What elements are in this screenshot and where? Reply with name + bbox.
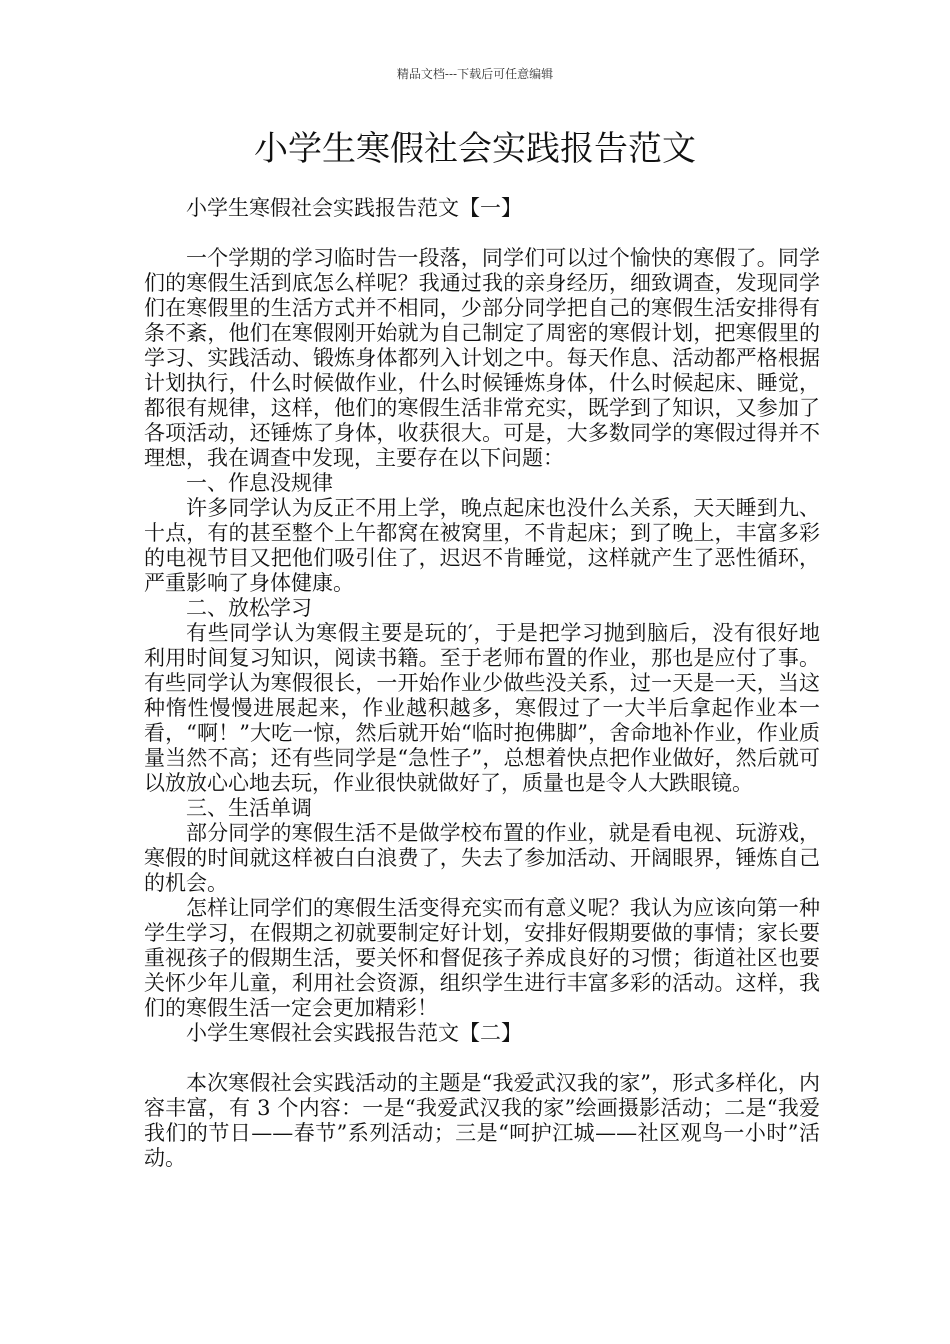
section1-paragraph: 许多同学认为反正不用上学，晚点起床也没什么关系，天天睡到九、十点，有的甚至整个上午都窝在被窝里，不肯起床；到了晚上，丰富多彩的电视节目又把他们吸引住了，迟迟不肯睡觉，这样就产生了恶性循环，严重影响了身体健康。: [144, 496, 820, 595]
document-body: [144, 196, 820, 1171]
header-note: 精品文档---下载后可任意编辑: [396, 67, 554, 81]
section3-title: 三、生活单调: [186, 796, 312, 820]
part1-heading: 小学生寒假社会实践报告范文【一】: [186, 196, 522, 220]
part1-intro-paragraph: 一个学期的学习临时告一段落，同学们可以过个愉快的寒假了。同学们的寒假生活到底怎么样呢？我通过我的亲身经历，细致调查，发现同学们在寒假里的生活方式并不相同，少部分同学把自己的寒假生活安排得有条不紊，他们在寒假刚开始就为自己制定了周密的寒假计划，把寒假里的学习、实践活动、锻炼身体都列入计划之中。每天作息、活动都严格根据计划执行，什么时候做作业，什么时候锤炼身体，什么时候起床、睡觉，都很有规律，这样，他们的寒假生活非常充实，既学到了知识，又参加了各项活动，还锤炼了身体，收获很大。可是，大多数同学的寒假过得并不理想，我在调查中发现，主要存在以下问题：: [144, 246, 820, 470]
document-title: 小学生寒假社会实践报告范文: [254, 129, 696, 169]
spacer: [144, 221, 820, 246]
section1-title: 一、作息没规律: [186, 471, 333, 495]
conclusion-paragraph: 怎样让同学们的寒假生活变得充实而有意义呢？我认为应该向第一种学生学习，在假期之初就要制定好计划，安排好假期要做的事情；家长要重视孩子的假期生活，要关怀和督促孩子养成良好的习惯；街道社区也要关怀少年儿童，利用社会资源，组织学生进行丰富多彩的活动。这样，我们的寒假生活一定会更加精彩！: [144, 896, 820, 1020]
part2-intro-paragraph: 本次寒假社会实践活动的主题是“我爱武汉我的家”，形式多样化，内容丰富，有 3 个内容：一是“我爱武汉我的家”绘画摄影活动；二是“我爱我们的节日——春节”系列活动；三是“呵护江城——社区观鸟一小时”活动。: [144, 1071, 820, 1170]
section2-paragraph: 有些同学认为寒假主要是玩的′，于是把学习抛到脑后，没有很好地利用时间复习知识，阅读书籍。至于老师布置的作业，那也是应付了事。有些同学认为寒假很长，一开始作业少做些没关系，过一天是一天，当这种惰性慢慢进展起来，作业越积越多，寒假过了一大半后拿起作业本一看，“啊！”大吃一惊，然后就开始“临时抱佛脚”，舍命地补作业，作业质量当然不高；还有些同学是“急性子”，总想着快点把作业做好，然后就可以放放心心地去玩，作业很快就做好了，质量也是令人大跌眼镜。: [144, 621, 820, 795]
section3-paragraph: 部分同学的寒假生活不是做学校布置的作业，就是看电视、玩游戏，寒假的时间就这样被白白浪费了，失去了参加活动、开阔眼界，锤炼自己的机会。: [144, 821, 820, 895]
part2-heading: 小学生寒假社会实践报告范文【二】: [186, 1021, 522, 1045]
section2-title: 二、放松学习: [186, 596, 312, 620]
spacer: [144, 1046, 820, 1071]
